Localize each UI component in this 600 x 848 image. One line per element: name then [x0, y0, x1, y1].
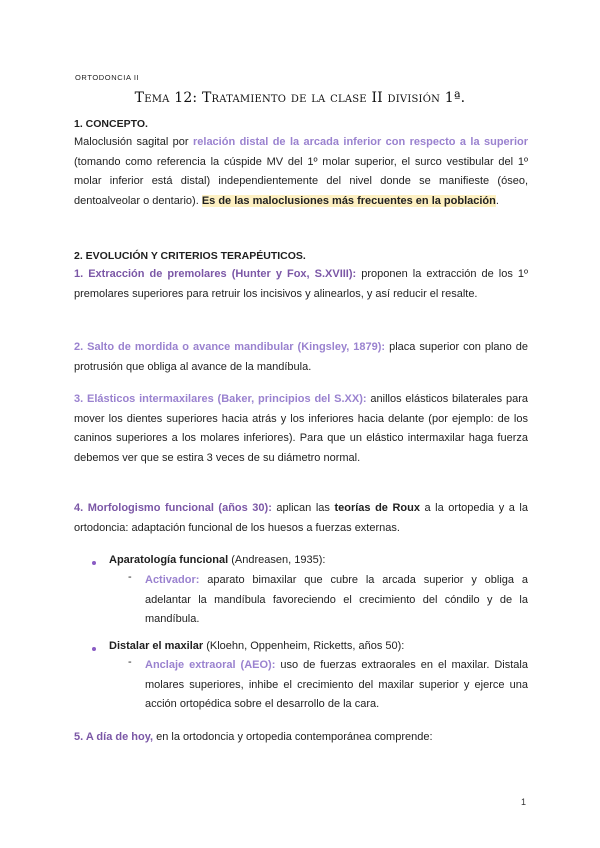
bullet-1-bold: Aparatología funcional — [109, 554, 229, 566]
item-3 — [74, 390, 528, 468]
item-3-text: anillos elásticos bilaterales para mover los dientes superiores hacia atrás y los inferiores hacia delante (por ejemplo: de los caninos superiores a los molares inferiores). Para que un elástico intermaxilar haga fuerza debemos ver que se estira 3 veces de su diámetro normal. — [74, 393, 528, 464]
item-2-text: placa superior con plano de protrusión que obliga al avance de la mandíbula. — [74, 341, 528, 373]
item-1 — [74, 265, 528, 304]
sub-item-activador-title: Activador: — [145, 574, 200, 586]
bullet-2 — [109, 637, 529, 657]
concept-text-1: Maloclusión sagital por — [74, 136, 193, 148]
concept-highlight-purple: relación distal de la arcada inferior con respecto a la superior — [192, 136, 528, 148]
section-1-heading: 1. CONCEPTO. — [74, 118, 148, 130]
bullet-dot-icon — [92, 561, 96, 565]
page-number: 1 — [520, 797, 526, 807]
dash-marker: - — [128, 571, 132, 583]
item-5 — [74, 728, 528, 748]
dash-marker: - — [128, 656, 132, 668]
item-4 — [74, 499, 528, 538]
item-4-title: 4. Morfologismo funcional (años 30): — [74, 502, 272, 514]
concept-highlight-yellow: Es de las maloclusiones más frecuentes en la población — [201, 194, 496, 207]
page-title: Tema 12: Tratamiento de la clase II división 1ª. — [134, 90, 466, 106]
bullet-1 — [109, 551, 529, 571]
bullet-dot-icon — [92, 647, 96, 651]
sub-item-aeo-title: Anclaje extraoral (AEO): — [145, 659, 276, 671]
item-2-title: 2. Salto de mordida o avance mandibular (Kingsley, 1879): — [74, 341, 386, 353]
item-2 — [74, 338, 528, 377]
bullet-2-text: (Kloehn, Oppenheim, Ricketts, años 50): — [203, 640, 405, 652]
item-5-title: 5. A día de hoy, — [74, 731, 154, 743]
item-5-text: en la ortodoncia y ortopedia contemporánea comprende: — [153, 731, 433, 743]
item-3-title: 3. Elásticos intermaxilares (Baker, principios del S.XX): — [74, 393, 367, 405]
sub-item-aeo-text: uso de fuerzas extraorales en el maxilar. Distala molares superiores, inhibe el crecimiento del maxilar superior y ejerce una acción ortopédica sobre el desarrollo de la cara. — [145, 659, 528, 710]
concept-text-3: . — [495, 194, 499, 207]
item-4-text-1: aplican las — [271, 502, 335, 514]
sub-item-activador-text: aparato bimaxilar que cubre la arcada superior y obliga a adelantar la mandíbula favoreciendo el crecimiento del cóndilo y de la mandíbula. — [145, 574, 528, 625]
item-1-title: 1. Extracción de premolares (Hunter y Fox, S.XVIII): — [74, 268, 357, 280]
item-4-bold: teorías de Roux — [334, 502, 420, 514]
sub-item-activador — [145, 571, 528, 630]
section-1-paragraph — [74, 133, 528, 211]
item-4-text-2: a la ortopedia y a la ortodoncia: adaptación funcional de los huesos a fuerzas externas. — [74, 502, 528, 534]
concept-text-2: (tomando como referencia la cúspide MV del 1º molar superior, el surco vestibular del 1º molar inferior está distal) independientemente del nivel donde se manifieste (óseo, dentoalveolar o dentario). — [74, 155, 528, 207]
bullet-2-bold: Distalar el maxilar — [109, 640, 204, 652]
item-1-text: proponen la extracción de los 1º premolares superiores para retruir los incisivos y alinearlos, y así reducir el resalte. — [74, 268, 529, 300]
section-2-heading: 2. EVOLUCIÓN Y CRITERIOS TERAPÉUTICOS. — [74, 250, 306, 262]
course-header: ORTODONCIA II — [75, 73, 140, 82]
sub-item-aeo — [145, 656, 528, 715]
bullet-1-text: (Andreasen, 1935): — [228, 554, 326, 566]
